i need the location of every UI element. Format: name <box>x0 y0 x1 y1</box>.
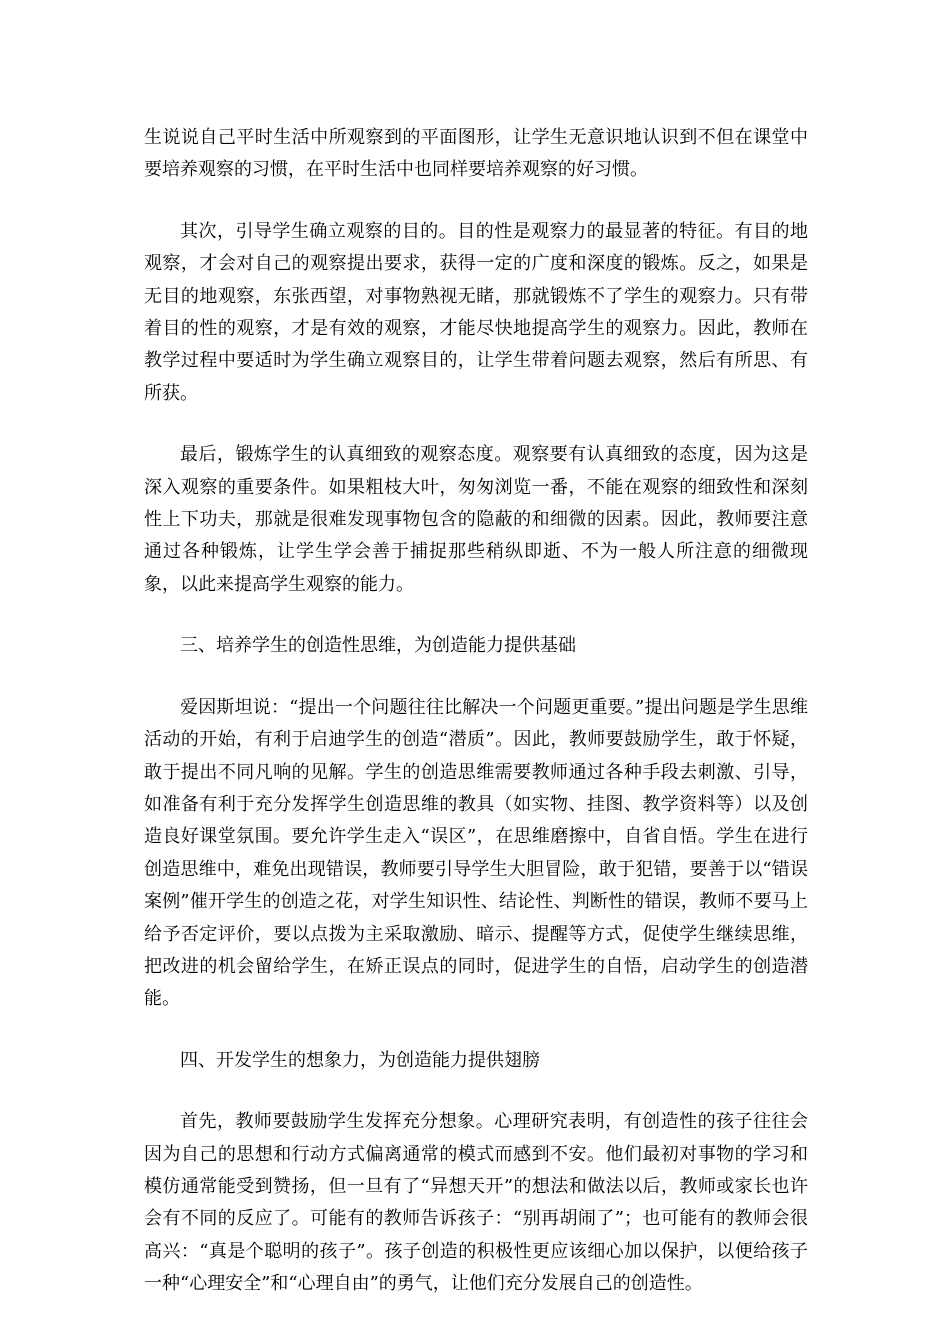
paragraph-creative-thinking: 爱因斯坦说：“提出一个问题往往比解决一个问题更重要。”提出问题是学生思维活动的开始，有利于启迪学生的创造“潜质”。因此，教师要鼓励学生，敢于怀疑，敢于提出不同凡响的见解。学生的创造思维需要教师通过各种手段去刺激、引导，如准备有利于充分发挥学生创造思维的教具（如实物、挂图、教学资料等）以及创造良好课堂氛围。要允许学生走入“误区”，在思维磨擦中，自省自悟。学生在进行创造思维中，难免出现错误，教师要引导学生大胆冒险，敢于犯错，要善于以“错误案例”催开学生的创造之花，对学生知识性、结论性、判断性的错误，教师不要马上给予否定评价，要以点拨为主采取激励、暗示、提醒等方式，促使学生继续思维，把改进的机会留给学生，在矫正误点的同时，促进学生的自悟，启动学生的创造潜能。 <box>144 696 808 1010</box>
section-heading-creative-thinking: 三、培养学生的创造性思维，为创造能力提供基础 <box>180 635 576 657</box>
paragraph-imagination: 首先，教师要鼓励学生发挥充分想象。心理研究表明，有创造性的孩子往往会因为自己的思想和行动方式偏离通常的模式而感到不安。他们最初对事物的学习和模仿通常能受到赞扬，但一旦有了“异想天开”的想法和做法以后，教师或家长也许会有不同的反应了。可能有的教师告诉孩子：“别再胡闹了”；也可能有的教师会很高兴：“真是个聪明的孩子”。孩子创造的积极性更应该细心加以保护，以便给孩子一种“心理安全”和“心理自由”的勇气，让他们充分发展自己的创造性。 <box>144 1111 808 1295</box>
paragraph-continued: 生说说自己平时生活中所观察到的平面图形，让学生无意识地认识到不但在课堂中要培养观察的习惯，在平时生活中也同样要培养观察的好习惯。 <box>144 127 808 181</box>
section-heading-imagination: 四、开发学生的想象力，为创造能力提供翅膀 <box>180 1049 540 1071</box>
paragraph-observation-purpose: 其次，引导学生确立观察的目的。目的性是观察力的最显著的特征。有目的地观察，才会对自己的观察提出要求，获得一定的广度和深度的锻炼。反之，如果是无目的地观察，东张西望，对事物熟视无睹，那就锻炼不了学生的观察力。只有带着目的性的观察，才是有效的观察，才能尽快地提高学生的观察力。因此，教师在教学过程中要适时为学生确立观察目的，让学生带着问题去观察，然后有所思、有所获。 <box>144 220 808 404</box>
document-page <box>144 122 808 1330</box>
paragraph-observation-attitude: 最后，锻炼学生的认真细致的观察态度。观察要有认真细致的态度，因为这是深入观察的重要条件。如果粗枝大叶，匆匆浏览一番，不能在观察的细致性和深刻性上下功夫，那就是很难发现事物包含的隐蔽的和细微的因素。因此，教师要注意通过各种锻炼，让学生学会善于捕捉那些稍纵即逝、不为一般人所注意的细微现象，以此来提高学生观察的能力。 <box>144 444 808 595</box>
